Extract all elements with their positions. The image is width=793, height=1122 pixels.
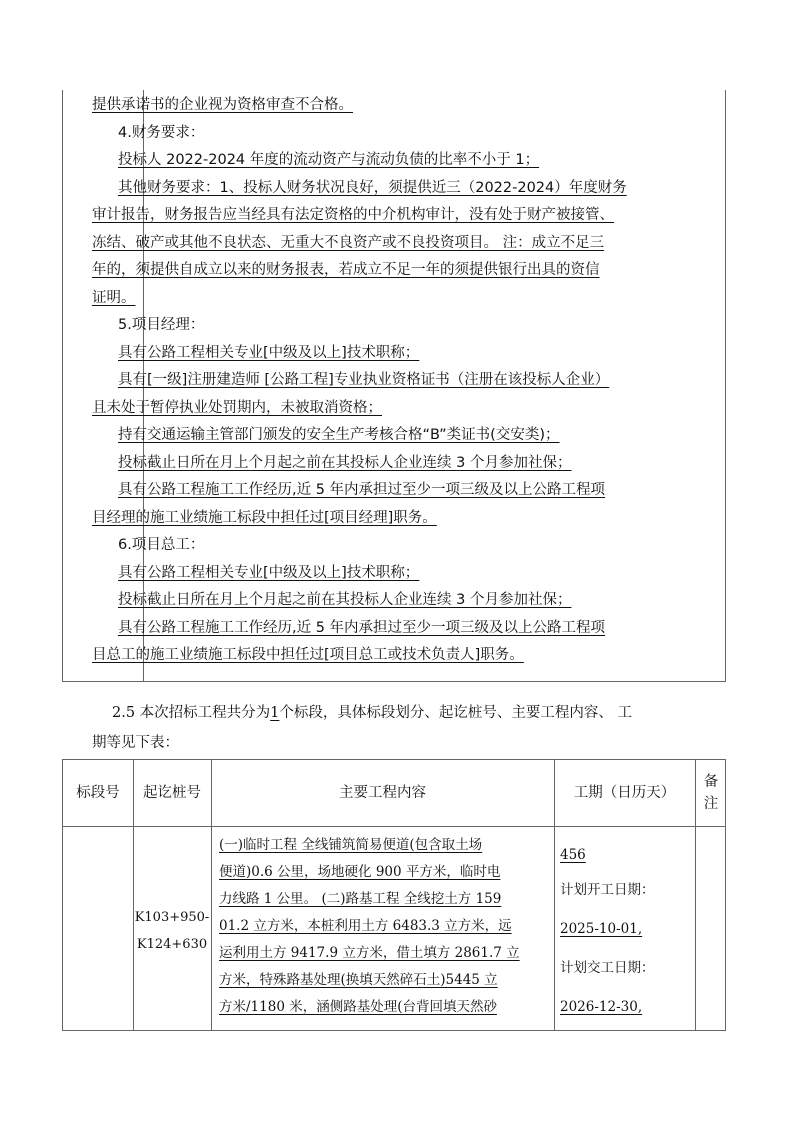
requirement-text: 目总工的施工业绩施工标段中担任过[项目总工或技术负责人]职务。 [92,647,524,663]
requirement-line [92,92,658,120]
requirement-line [92,175,658,203]
requirement-text: 具有公路工程相关专业[中级及以上]技术职称； [118,564,420,581]
requirement-text: 投标人 2022-2024 年度的流动资产与流动负债的比率不小于 1； [118,152,540,168]
content-text: 方米/1180 米，涵侧路基处理(台背回填天然砂 [219,999,497,1015]
end-date-label: 计划交工日期： [560,960,655,976]
start-date-label: 计划开工日期： [560,882,655,898]
requirement-text: 4.财务要求： [118,124,205,141]
header-remark-char-1: 备 [703,774,719,790]
requirement-text: 投标截止日所在月上个月起之前在其投标人企业连续 3 个月参加社保； [118,454,572,471]
requirement-text: 提供承诺书的企业视为资格审查不合格。 [92,97,353,113]
section-2-5-paragraph [112,698,712,728]
duration-days: 456 [560,847,586,863]
content-text: 01.2 立方米，本桩利用土方 6483.3 立方米，远 [219,918,512,934]
requirement-line [92,312,658,340]
requirement-line [92,202,658,230]
content-text: (一)临时工程 全线铺筑简易便道(包含取土场 [219,837,483,853]
requirement-line [92,257,658,285]
content-line [219,940,549,967]
content-line [219,832,549,859]
header-remark [695,760,727,826]
requirement-line [92,230,658,258]
requirement-line [92,642,658,670]
requirement-line [92,340,658,368]
content-text: 运利用土方 9417.9 立方米，借土填方 2861.7 立 [219,945,520,961]
header-content: 主要工程内容 [339,785,426,801]
requirement-text: 审计报告，财务报告应当经具有法定资格的中介机构审计，没有处于财产被接管、 [92,207,614,223]
requirement-text: 目经理的施工业绩施工标段中担任过[项目经理]职务。 [92,509,437,526]
requirement-text: 具有公路工程相关专业[中级及以上]技术职称； [118,344,420,361]
requirement-line [92,395,658,423]
requirement-text: 其他财务要求：1、投标人财务状况良好，须提供近三（2022-2024）年度财务 [118,179,627,196]
requirement-text: 5.项目经理： [118,317,205,333]
requirement-text: 具有公路工程施工工作经历,近 5 年内承担过至少一项三级及以上公路工程项 [118,619,606,636]
section-2-5-suffix: 个标段，具体标段划分、起讫桩号、主要工程内容、 工 [279,705,633,721]
cell-duration [560,842,692,1021]
requirement-line [92,477,658,505]
section-2-5-prefix: 2.5 本次招标工程共分为 [112,705,271,721]
header-remark-char-2: 注 [703,796,719,812]
segment-table [62,759,726,1031]
requirement-line [92,147,658,175]
requirement-text: 年的，须提供自成立以来的财务报表，若成立不足一年的须提供银行出具的资信 [92,262,600,278]
cell-main-content [219,832,549,1021]
requirement-text: 6.项目总工： [118,537,205,553]
requirement-line [92,367,658,395]
content-line [219,886,549,913]
start-date: 2025-10-01, [560,921,643,937]
table-header-divider [63,826,725,827]
requirement-line [92,532,658,560]
requirement-text: 且未处于暂停执业处罚期内，未被取消资格； [92,399,382,416]
header-segment: 标段号 [76,785,120,801]
requirement-line [92,587,658,615]
requirement-text: 具有公路工程施工工作经历,近 5 年内承担过至少一项三级及以上公路工程项 [118,482,606,498]
requirement-line [92,120,658,148]
requirement-line [92,422,658,450]
station-start: K103+950- [134,910,210,925]
section-count: 1 [270,705,280,721]
qualification-requirements [92,92,658,670]
content-text: 力线路 1 公里。 (二)路基工程 全线挖土方 159 [219,891,502,907]
cell-station [133,904,211,958]
requirement-line [92,285,658,313]
station-end: K124+630 [136,937,208,952]
content-line [219,967,549,994]
header-station: 起讫桩号 [143,785,201,801]
requirement-text: 证明。 [92,289,136,306]
requirement-text: 投标截止日所在月上个月起之前在其投标人企业连续 3 个月参加社保； [118,592,572,608]
content-line [219,913,549,940]
header-duration: 工期（日历天） [573,785,676,801]
content-text: 便道)0.6 公里，场地硬化 900 平方米，临时电 [219,864,501,880]
requirement-line [92,615,658,643]
requirement-text: 持有交通运输主管部门颁发的安全生产考核合格“B”类证书(交安类)； [118,427,560,443]
content-line [219,859,549,886]
requirement-text: 冻结、破产或其他不良状态、无重大不良资产或不良投资项目。 注：成立不足三 [92,234,605,251]
requirement-line [92,560,658,588]
requirement-text: 具有[一级]注册建造师 [公路工程]专业执业资格证书（注册在该投标人企业） [118,372,610,388]
requirement-line [92,450,658,478]
end-date: 2026-12-30, [560,999,643,1015]
content-text: 方米，特殊路基处理(换填天然碎石土)5445 立 [219,972,498,988]
content-line [219,994,549,1021]
section-2-5-line2: 期等见下表： [92,735,179,751]
requirement-line [92,505,658,533]
